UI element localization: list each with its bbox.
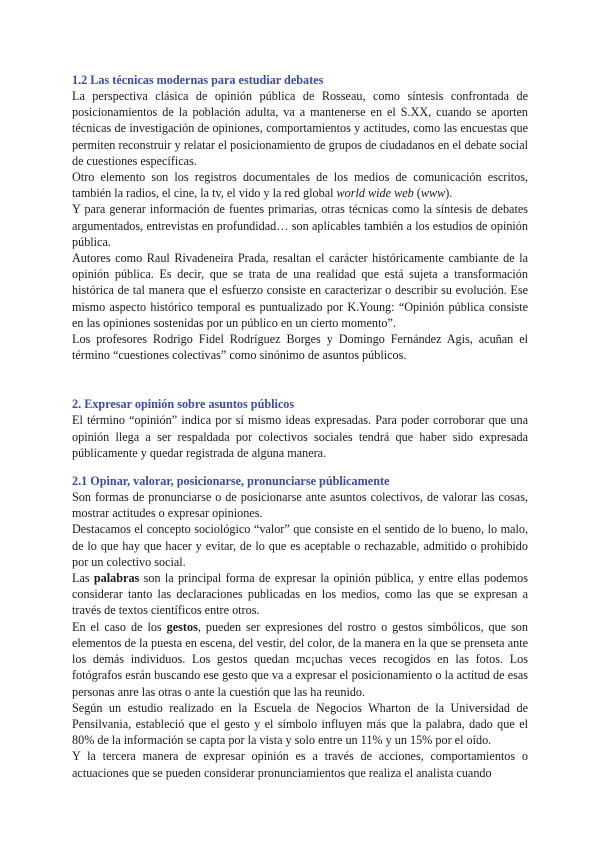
paragraph-italic: www [420, 186, 446, 201]
section-heading-1-2: 1.2 Las técnicas modernas para estudiar debates [72, 73, 324, 87]
paragraph-italic: world wide web [336, 186, 414, 201]
paragraph: Y para generar información de fuentes primarias, otras técnicas como la síntesis de debates argumentados, entrevistas en profundidad… son aplicables también a los estudios de opinión pública. [72, 202, 528, 249]
paragraph [72, 169, 528, 201]
paragraph: Autores como Raul Rivadeneira Prada, resaltan el carácter históricamente cambiante de la opinión pública. Es decir, que se trata de una realidad que está sujeta a transformación histórica de tal manera que el esfuerzo consiste en caracterizar o describir su evolución. Ese mismo aspecto histórico temporal es puntualizado por K.Young: “Opinión pública consiste en las opiniones sostenidas por un público en un cierto momento”. [72, 251, 528, 330]
section-heading-2-1: 2.1 Opinar, valorar, posicionarse, pronunciarse públicamente [72, 474, 390, 489]
paragraph-text: Las [72, 571, 94, 586]
paragraph: La perspectiva clásica de opinión pública de Rosseau, como síntesis confrontada de posicionamientos de la población adulta, va a mantenerse en el S.XX, cuando se aporten técnicas de investigación de opiniones, comportamientos y actitudes, como las encuestas que permiten reconstruir y relatar el posicionamiento de grupos de ciudadanos en el debate social de cuestiones específicas. [72, 89, 528, 168]
paragraph [72, 570, 528, 619]
spacer [72, 461, 528, 473]
paragraph-text: En el caso de los [72, 619, 167, 634]
paragraph [72, 619, 528, 700]
paragraph: Destacamos el concepto sociológico “valor” que consiste en el sentido de lo bueno, lo malo, de lo que hay que hacer y evitar, de lo que es aceptable o rechazable, admitido o prohibido por un colectivo social. [72, 522, 528, 569]
paragraph: Son formas de pronunciarse o de posicionarse ante asuntos colectivos, de valorar las cosas, mostrar actitudes o expresar opiniones. [72, 490, 528, 521]
paragraph-text: , pueden ser expresiones del rostro o gestos simbólicos, que son elementos de la puesta en escena, del vestir, del color, de la manera en la que se prenseta ante los demás individuos. Los gestos quedan mc¡uchas veces recogidos en las fotos. Los fotógrafos esrán buscando ese gesto que va a expresar el posicionamiento o la actitud de esas personas anre las otras o ante la cuestión que las ha reunido. [72, 619, 528, 699]
paragraph-text: Otro elemento son los registros documentales de los medios de comunicación escritos, también la radios, el cine, la tv, el vido y la red global [72, 170, 528, 201]
paragraph: Según un estudio realizado en la Escuela de Negocios Wharton de la Universidad de Pensilvania, estableció que el gesto y el símbolo influyen más que la palabra, dado que el 80% de la información se capta por la vista y solo entre un 11% y un 15% por el oído. [72, 700, 528, 748]
paragraph: El término “opinión” indica por sí mismo ideas expresadas. Para poder corroborar que una opinión llega a ser respaldada por colectivos sociales tendrá que haber sido expresada públicamente y quedar registrada de alguna manera. [72, 413, 528, 460]
paragraph-bold: palabras [93, 571, 140, 586]
paragraph-text: ( [413, 186, 421, 201]
paragraph: Los profesores Rodrigo Fidel Rodríguez Borges y Domingo Fernández Agis, acuñan el término “cuestiones colectivas” como sinónimo de asuntos públicos. [72, 332, 528, 363]
paragraph-bold: gestos [166, 619, 198, 634]
spacer [72, 363, 528, 396]
paragraph-text: son la principal forma de expresar la opinión pública, y entre ellas podemos considerar tanto las declaraciones publicadas en los medios, como las que se expresan a través de textos científicos entre otros. [72, 571, 528, 618]
paragraph: Y la tercera manera de expresar opinión es a través de acciones, comportamientos o actuaciones que se pueden considerar pronunciamientos que realiza el analista cuando [72, 749, 528, 780]
section-heading-2: 2. Expresar opinión sobre asuntos públicos [72, 397, 295, 412]
paragraph-text: ). [445, 186, 453, 201]
